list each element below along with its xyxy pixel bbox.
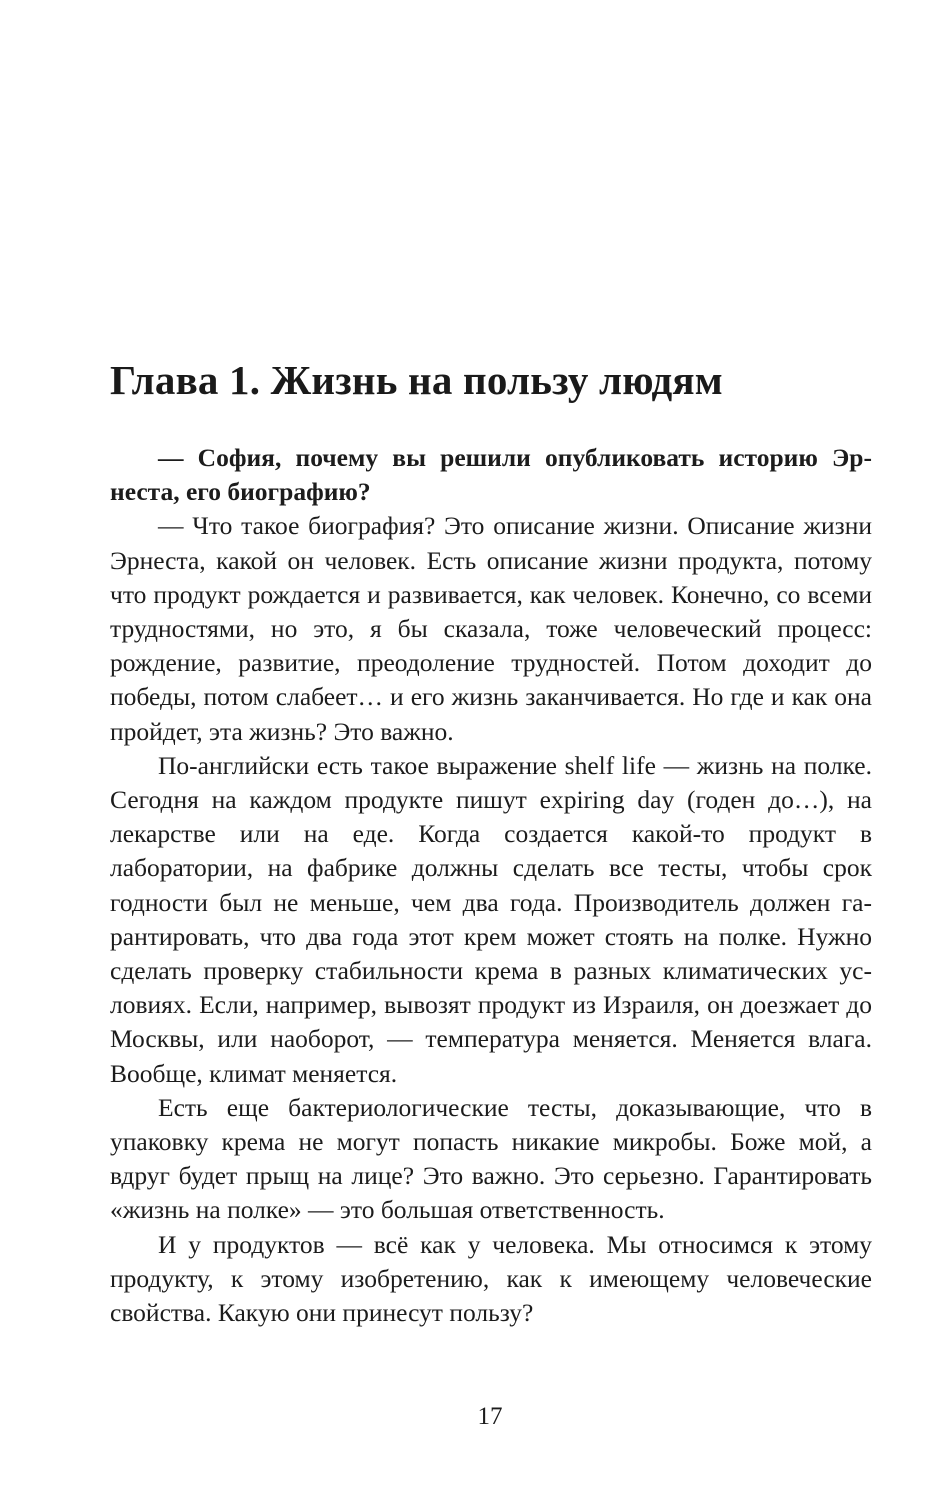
chapter-title: Глава 1. Жизнь на пользу людям bbox=[110, 357, 723, 403]
body-paragraph: Есть еще бактериологические тесты, доказывающие, что в упаковку крема не могут попасть никакие микробы. Боже мой, а вдруг будет прыщ на лице? Это важно. Это серьезно. Гарантировать «жизнь на полке» — это большая ответственность. bbox=[110, 1092, 872, 1225]
page-number: 17 bbox=[477, 1403, 503, 1430]
body-paragraph: По-английски есть такое выражение shelf life — жизнь на полке. Сегодня на каждом продукте пишут expiring day (годен до…), на лекарстве или на еде. Когда создается какой-то продукт в лаборатории, на фабрике должны сделать все тесты, чтобы срок годности был не меньше, чем два года. Производитель должен гарантировать, что два года этот крем может стоять на полке. Нужно сделать проверку стабильности крема в разных климатических условиях. Если, например, вывозят продукт из Израиля, он доезжает до Москвы, или наоборот, — температура меняется. Меняется влага. Вообще, климат меняется. bbox=[110, 750, 872, 1088]
body-paragraph: И у продуктов — всё как у человека. Мы относимся к этому продукту, к этому изобретению, как к имеющему человеческие свойства. Какую они принесут пользу? bbox=[110, 1229, 872, 1328]
interview-question: — София, почему вы решили опубликовать историю Эрнеста, его биографию? bbox=[110, 443, 872, 507]
chapter-body bbox=[110, 441, 872, 1330]
answer-paragraph: — Что такое биография? Это описание жизни. Описание жизни Эрнеста, какой он человек. Есть описание жизни продукта, потому что продукт рождается и развивается, как человек. Конечно, со всеми трудностями, но это, я бы сказала, тоже человеческий процесс: рождение, развитие, преодоление трудностей. Потом доходит до победы, потом слабеет… и его жизнь заканчивается. Но где и как она пройдет, эта жизнь? Это важно. bbox=[110, 511, 872, 746]
